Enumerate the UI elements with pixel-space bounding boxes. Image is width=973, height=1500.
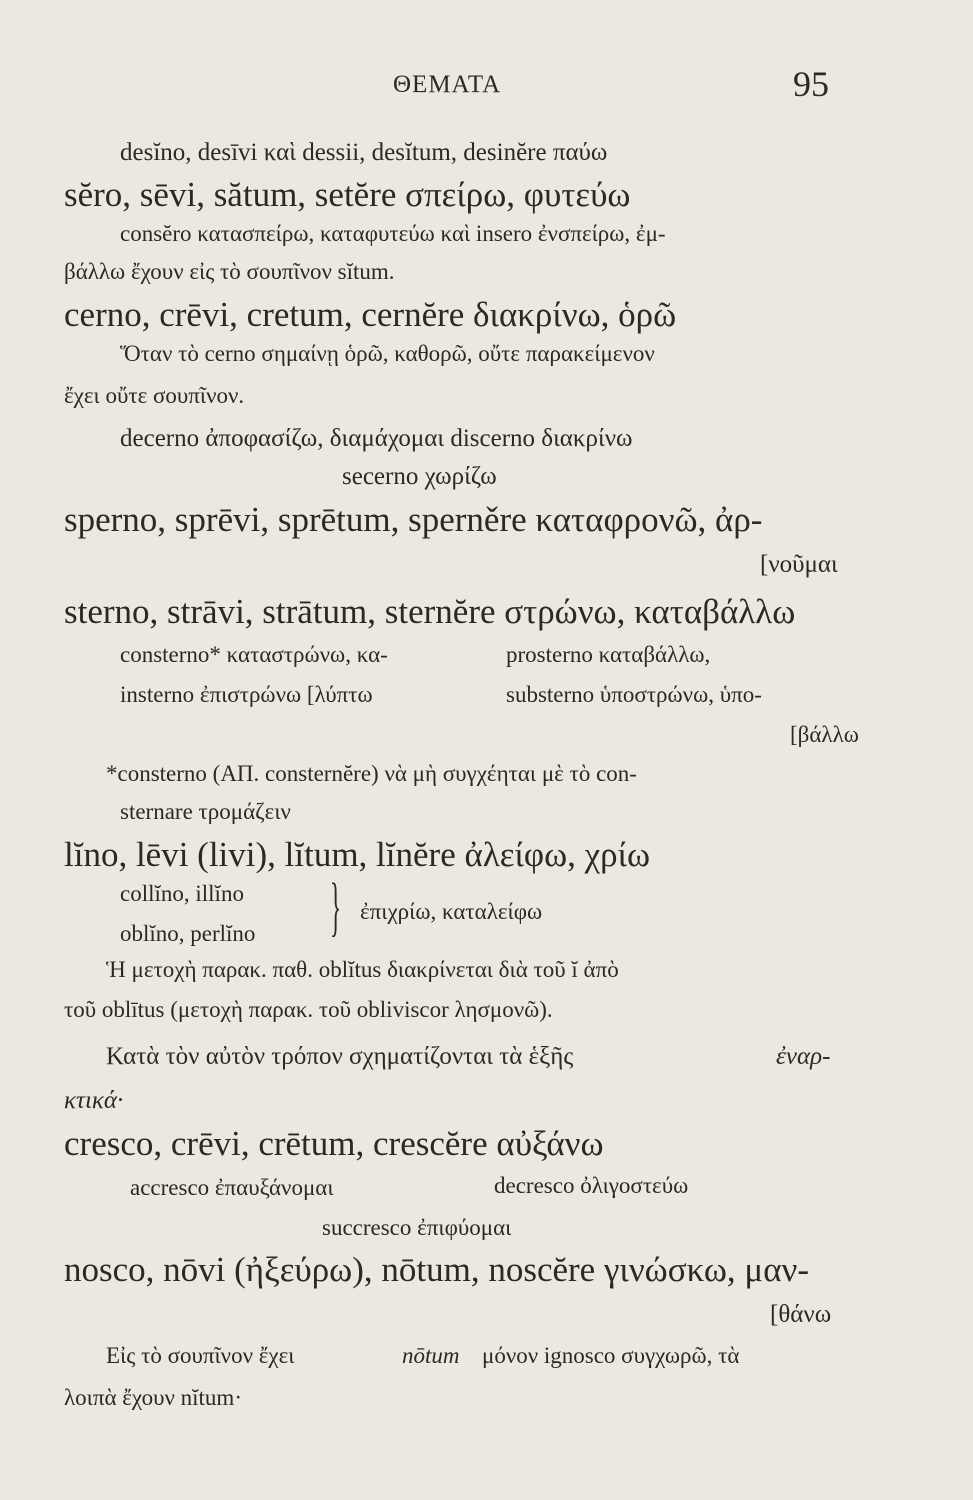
text-line: sperno, sprēvi, sprētum, sperněre καταφρονῶ, ἀρ- [64,500,763,539]
text-line: Εἰς τὸ σουπῖνον ἔχει [106,1343,295,1368]
text-line: succresco ἐπιφύομαι [322,1215,512,1240]
text-line: λοιπὰ ἔχουν nĭtum· [64,1385,242,1410]
text-line: decerno ἀποφασίζω, διαμάχομαι discerno διακρίνω [120,425,633,452]
text-line: secerno χωρίζω [342,463,497,490]
text-line: *consterno (ΑΠ. consternĕre) νὰ μὴ συγχέηται μὲ τὸ con- [106,761,637,786]
page-number: 95 [793,64,829,104]
text-line: Ὅταν τὸ cerno σημαίνῃ ὁρῶ, καθορῶ, οὔτε παρακείμενον [120,341,655,366]
text-line: μόνον ignosco συγχωρῶ, τὰ [482,1343,740,1368]
running-header: ΘΕΜΑΤΑ [393,71,502,98]
text-line: ἐπιχρίω, καταλείφω [360,899,543,924]
text-line: desĭno, desīvi καὶ dessii, desĭtum, desinĕre παύω [120,139,608,166]
text-line: prosterno καταβάλλω, [506,642,711,667]
text-line: Ἡ μετοχὴ παρακ. παθ. oblĭtus διακρίνεται διὰ τοῦ ĭ ἀπὸ [106,957,619,982]
brace: } [330,870,342,943]
text-line: nosco, nōvi (ἠξεύρω), nōtum, noscĕre γινώσκω, μαν- [64,1250,810,1289]
text-line: substerno ὑποστρώνω, ὑπο- [506,682,762,707]
text-line: collĭno, illĭno [120,881,244,906]
text-line: nōtum [402,1343,460,1368]
text-line: Κατὰ τὸν αὐτὸν τρόπον σχηματίζονται τὰ ἑξῆς [106,1043,574,1070]
text-line: cresco, crēvi, crētum, crescĕre αὐξάνω [64,1124,604,1163]
text-line: consĕro κατασπείρω, καταφυτεύω καὶ insero ἐνσπείρω, ἐμ- [120,221,666,246]
text-line: ἐναρ- [776,1043,831,1070]
text-line: sternare τρομάζειν [120,799,291,824]
text-line: βάλλω ἔχουν εἰς τὸ σουπῖνον sĭtum. [64,259,395,284]
text-line: τοῦ oblītus (μετοχὴ παρακ. τοῦ obliviscor λησμονῶ). [64,997,553,1022]
text-line: cerno, crēvi, cretum, cernĕre διακρίνω, ὁρῶ [64,295,677,334]
text-line: sterno, strāvi, strātum, sternĕre στρώνω, καταβάλλω [64,592,796,631]
text-line: [θάνω [770,1301,832,1328]
text-line: κτικά· [64,1087,124,1114]
text-line: ἔχει οὔτε σουπῖνον. [64,383,245,408]
text-line: lĭno, lēvi (livi), lĭtum, lĭnĕre ἀλείφω, χρίω [64,835,651,874]
text-line: [νοῦμαι [760,551,838,578]
text-line: consterno* καταστρώνω, κα- [120,642,388,667]
text-line: accresco ἐπαυξάνομαι [130,1175,334,1200]
text-line: sĕro, sēvi, sătum, setĕre σπείρω, φυτεύω [64,175,631,214]
text-line: insterno ἐπιστρώνω [λύπτω [120,682,373,707]
text-line: decresco ὀλιγοστεύω [494,1173,689,1198]
text-line: [βάλλω [790,722,859,747]
text-line: oblĭno, perlĭno [120,921,256,946]
